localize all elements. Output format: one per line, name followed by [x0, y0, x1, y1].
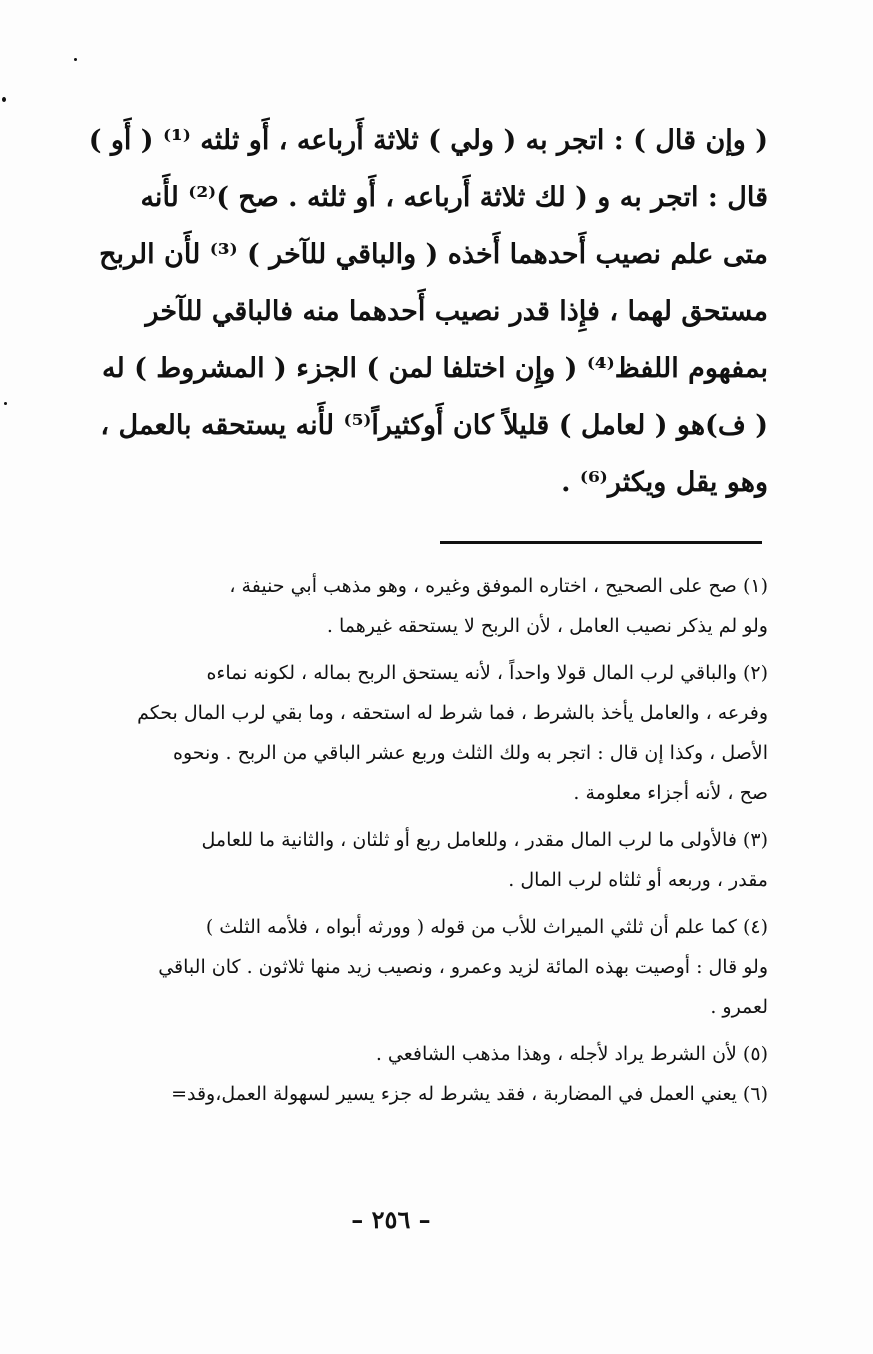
footnote-line: صح ، لأنه أجزاء معلومة . [573, 782, 768, 804]
footnote-3 [26, 820, 768, 900]
main-text-line: بمفهوم اللفظ⁽⁴⁾ ( وإِن اختلفا لمن ) الجزء ( المشروط ) له [102, 353, 768, 384]
footnote-line: (٤) كما علم أن ثلثي الميراث للأب من قوله ( وورثه أبواه ، فلأمه الثلث ) [205, 916, 768, 938]
main-text-line: مستحق لهما ، فإِذا قدر نصيب أَحدهما منه فالباقي للآخر [145, 296, 768, 327]
footnote-1 [26, 566, 768, 646]
footnote-line: (٦) يعني العمل في المضاربة ، فقد يشرط له جزء يسير لسهولة العمل،وقد= [171, 1083, 768, 1105]
footnote-line: لعمرو . [710, 996, 768, 1018]
footnote-line: ولو لم يذكر نصيب العامل ، لأن الربح لا يستحقه غيرهما . [326, 615, 768, 637]
scan-mark [74, 58, 77, 61]
main-text-line: متى علم نصيب أَحدهما أَخذه ( والباقي للآخر ) ⁽³⁾ لأَن الربح [99, 239, 768, 270]
footnote-5 [26, 1034, 768, 1074]
page-number: – ٢٥٦ – [351, 1205, 431, 1234]
footnote-2 [26, 653, 768, 813]
main-text-line: ( ف)هو ( لعامل ) قليلاً كان أَوكثيراً⁽⁵⁾ لأَنه يستحقه بالعمل ، [100, 410, 768, 441]
footnote-line: (١) صح على الصحيح ، اختاره الموفق وغيره ، وهو مذهب أبي حنيفة ، [229, 575, 768, 597]
footnote-6 [26, 1074, 768, 1114]
main-text-line: وهو يقل ويكثر⁽⁶⁾ . [561, 467, 768, 498]
footnote-line: الأصل ، وكذا إن قال : اتجر به ولك الثلث وربع عشر الباقي من الربح . ونحوه [172, 742, 768, 764]
scan-mark [4, 402, 7, 405]
main-text [28, 112, 768, 511]
footnote-line: مقدر ، وربعه أو ثلثاه لرب المال . [508, 869, 768, 891]
footnote-separator [440, 541, 762, 544]
footnote-line: (٣) فالأولى ما لرب المال مقدر ، وللعامل ربع أو ثلثان ، والثانية ما للعامل [201, 829, 768, 851]
main-text-line: ( وإن قال ) : اتجر به ( ولي ) ثلاثة أَرباعه ، أَو ثلثه ⁽¹⁾ ( أَو ) [88, 125, 768, 156]
footnote-line: ولو قال : أوصيت بهذه المائة لزيد وعمرو ، ونصيب زيد منها ثلاثون . كان الباقي [158, 956, 768, 978]
main-text-line: قال : اتجر به و ( لك ثلاثة أَرباعه ، أَو ثلثه . صح )⁽²⁾ لأَنه [140, 182, 768, 213]
footnote-line: (٥) لأن الشرط يراد لأجله ، وهذا مذهب الشافعي . [375, 1043, 768, 1065]
footnote-line: (٢) والباقي لرب المال قولا واحداً ، لأنه يستحق الربح بماله ، لكونه نماءه [206, 662, 768, 684]
footnotes [26, 566, 768, 1114]
scan-mark [2, 97, 6, 102]
footnote-line: وفرعه ، والعامل يأخذ بالشرط ، فما شرط له استحقه ، وما بقي لرب المال بحكم [137, 702, 768, 724]
footnote-4 [26, 907, 768, 1027]
